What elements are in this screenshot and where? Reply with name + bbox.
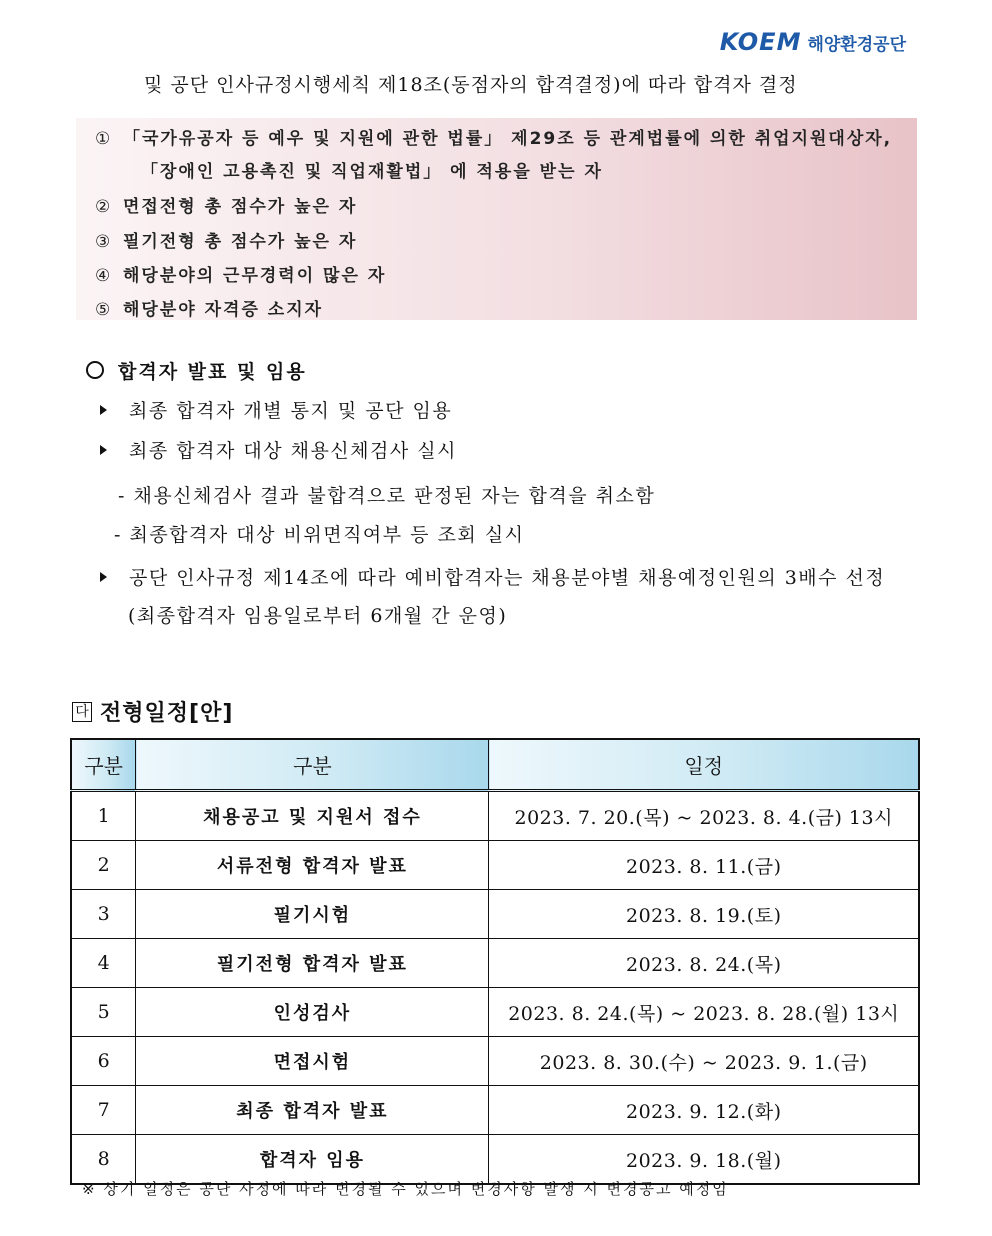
- announce-bullet: 공단 인사규정 제14조에 따라 예비합격자는 채용분야별 채용예정인원의 3배수 선정: [100, 563, 885, 590]
- announce-subitem: - 채용신체검사 결과 불합격으로 판정된 자는 합격을 취소함: [118, 485, 656, 507]
- koem-logo: [720, 28, 906, 56]
- column-header: 구분: [136, 739, 489, 791]
- criteria-item: ④ 해당분야의 근무경력이 많은 자: [95, 266, 387, 286]
- announce-heading: 합격자 발표 및 임용: [86, 357, 307, 384]
- criteria-item: ⑤ 해당분야 자격증 소지자: [95, 300, 324, 320]
- announce-subitem: - 최종합격자 대상 비위면직여부 등 조회 실시: [114, 524, 525, 546]
- triangle-bullet-icon: [100, 445, 107, 455]
- schedule-note: ※ 상기 일정은 공단 사정에 따라 변경될 수 있으며 변경사항 발생 시 변경공고 예정임: [82, 1180, 729, 1198]
- criteria-item: ① 「국가유공자 등 예우 및 지원에 관한 법률」 제29조 등 관계법률에 의한 취업지원대상자,: [95, 129, 893, 149]
- schedule-table: [70, 738, 920, 1185]
- announce-bullet: 최종 합격자 개별 통지 및 공단 임용: [100, 396, 452, 423]
- table-row: 4 필기전형 합격자 발표 2023. 8. 24.(목): [71, 939, 919, 988]
- logo-mark: KOEM: [719, 28, 802, 56]
- logo-text: 해양환경공단: [807, 34, 906, 55]
- criteria-item: ③ 필기전형 총 점수가 높은 자: [95, 232, 358, 252]
- table-row: 8 합격자 임용 2023. 9. 18.(월): [71, 1135, 919, 1185]
- announce-bullet-continued: (최종합격자 임용일로부터 6개월 간 운영): [128, 605, 508, 627]
- table-row: 2 서류전형 합격자 발표 2023. 8. 11.(금): [71, 841, 919, 890]
- intro-line: 및 공단 인사규정시행세칙 제18조(동점자의 합격결정)에 따라 합격자 결정: [144, 74, 798, 96]
- circle-bullet-icon: [86, 361, 104, 379]
- table-row: 6 면접시험 2023. 8. 30.(수) ~ 2023. 9. 1.(금): [71, 1037, 919, 1086]
- column-header: 일정: [489, 739, 919, 791]
- triangle-bullet-icon: [100, 405, 107, 415]
- schedule-title: 다 전형일정[안]: [72, 696, 233, 727]
- table-row: 7 최종 합격자 발표 2023. 9. 12.(화): [71, 1086, 919, 1135]
- criteria-item: ② 면접전형 총 점수가 높은 자: [95, 197, 358, 217]
- table-row: 5 인성검사 2023. 8. 24.(목) ~ 2023. 8. 28.(월) 13시: [71, 988, 919, 1037]
- column-header: 구분: [71, 739, 136, 791]
- table-row: 1 채용공고 및 지원서 접수 2023. 7. 20.(목) ~ 2023. 8. 4.(금) 13시: [71, 791, 919, 841]
- announce-bullet: 최종 합격자 대상 채용신체검사 실시: [100, 436, 457, 463]
- table-header-row: [71, 739, 919, 791]
- triangle-bullet-icon: [100, 572, 107, 582]
- criteria-item-continued: 「장애인 고용촉진 및 직업재활법」 에 적용을 받는 자: [141, 162, 603, 182]
- table-row: 3 필기시험 2023. 8. 19.(토): [71, 890, 919, 939]
- section-letter-icon: 다: [72, 702, 92, 722]
